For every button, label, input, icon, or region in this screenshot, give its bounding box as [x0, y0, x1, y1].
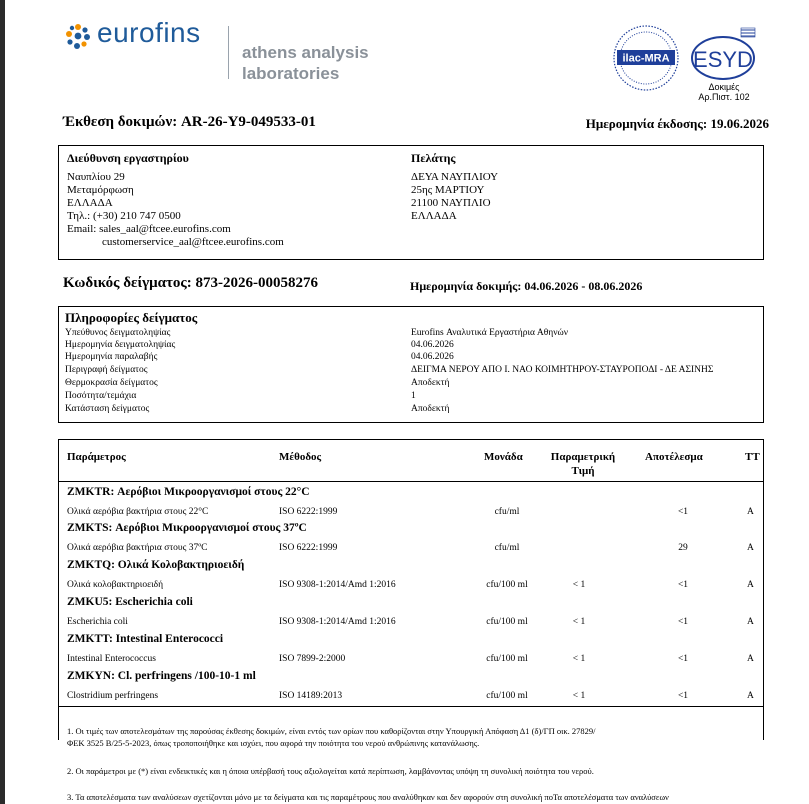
sample-info-key: Ημερομηνία παραλαβής [65, 352, 158, 362]
sample-info-key: Περιγραφή δείγματος [65, 365, 148, 375]
svg-text:ESYD: ESYD [693, 47, 753, 72]
sample-info-row [65, 365, 755, 376]
table-row [67, 580, 767, 592]
lab-phone: Τηλ.: (+30) 210 747 0500 [67, 210, 181, 222]
header-parameter: Παράμετρος [67, 451, 126, 463]
lab-name [242, 42, 369, 84]
group-title: ZMKTT: Intestinal Enterococci [67, 633, 224, 645]
sample-info-key: Υπεύθυνος δειγματοληψίας [65, 328, 171, 338]
cell-unit: cfu/100 ml [486, 691, 528, 701]
note-1-line2: ΦΕΚ 3525 Β/25-5-2023, όπως τροποποιήθηκε και ισχύει, που αφορά την ποιότητα του νερού ανθρώπινης κατανάλωσης. [67, 738, 480, 748]
cell-parameter: Ολικά κολοβακτηριοειδή [67, 580, 164, 590]
sample-info-row [65, 404, 755, 415]
cell-parameter: Clostridium perfringens [67, 691, 159, 701]
accreditation-caption-line2: Αρ.Πιστ. 102 [698, 92, 750, 102]
cell-tt: A [747, 507, 754, 517]
report-title: Έκθεση δοκιμών: AR-26-Y9-049533-01 [63, 114, 316, 130]
client-line: 25ης ΜΑΡΤΙΟΥ [411, 184, 485, 196]
cell-method: ISO 7899-2:2000 [279, 654, 346, 664]
sample-info-row [65, 340, 755, 351]
lab-address-line: Μεταμόρφωση [67, 184, 134, 196]
accreditation-caption [689, 82, 759, 102]
cell-result: 29 [678, 543, 688, 553]
sample-info-row [65, 378, 755, 389]
lab-email: Email: sales_aal@ftcee.eurofins.com [67, 223, 231, 235]
sample-info-row [65, 352, 755, 363]
client-line: 21100 ΝΑΥΠΛΙΟ [411, 197, 491, 209]
header-divider [228, 26, 229, 79]
header-result: Αποτέλεσμα [645, 451, 703, 463]
sample-info-key: Θερμοκρασία δείγματος [65, 378, 158, 388]
table-row [67, 691, 767, 703]
cell-parameter: Ολικά αερόβια βακτήρια στους 37ºC [67, 543, 208, 553]
header-method: Μέθοδος [279, 451, 322, 463]
address-box [58, 145, 764, 260]
sample-info-key: Ποσότητα/τεμάχια [65, 391, 137, 401]
cell-method: ISO 14189:2013 [279, 691, 343, 701]
lab-name-line2: laboratories [242, 64, 340, 83]
sample-info-row [65, 391, 755, 402]
cell-result: <1 [677, 617, 689, 627]
cell-limit: < 1 [572, 654, 586, 664]
cell-tt: A [747, 654, 754, 664]
sample-info-value: Αποδεκτή [411, 404, 450, 414]
cell-result: <1 [677, 507, 689, 517]
cell-limit: < 1 [572, 617, 586, 627]
cell-method: ISO 6222:1999 [279, 543, 338, 553]
table-row [67, 507, 767, 519]
esyd-seal-icon [689, 26, 759, 82]
table-bottom-rule [58, 706, 764, 707]
sample-info-value: Αποδεκτή [411, 378, 450, 388]
cell-unit: cfu/100 ml [486, 617, 528, 627]
lab-address-heading: Διεύθυνση εργαστηρίου [67, 151, 189, 165]
note-2: 2. Οι παράμετροι με (*) είναι ενδεικτικές και η όποια υπέρβασή τους αξιολογείται κατά περίπτωση, λαμβάνοντας υπόψη τη συνολική ποιότητα του νερού. [67, 766, 594, 776]
cell-result: <1 [677, 654, 689, 664]
client-line: ΕΛΛΑΔΑ [411, 210, 457, 222]
header-parametric-line1: Παραμετρική [550, 451, 616, 463]
header-parametric-line2: Τιμή [571, 465, 595, 477]
note-1 [67, 725, 809, 749]
lab-address-line: Ναυπλίου 29 [67, 171, 125, 183]
issue-date: Ημερομηνία έκδοσης: 19.06.2026 [585, 116, 769, 131]
cell-tt: A [747, 543, 754, 553]
lab-email-secondary: customerservice_aal@ftcee.eurofins.com [102, 236, 284, 248]
cell-unit: cfu/100 ml [486, 654, 528, 664]
sample-info-key: Κατάσταση δείγματος [65, 404, 150, 414]
cell-method: ISO 6222:1999 [279, 507, 338, 517]
group-title: ZMKU5: Escherichia coli [67, 596, 193, 608]
cell-tt: A [747, 580, 754, 590]
cell-limit: < 1 [572, 580, 586, 590]
table-header-rule [58, 481, 764, 482]
cell-parameter: Escherichia coli [67, 617, 128, 627]
cell-tt: A [747, 617, 754, 627]
sample-info-value: 04.06.2026 [411, 352, 454, 362]
client-line: ΔΕΥΑ ΝΑΥΠΛΙΟΥ [411, 171, 499, 183]
client-heading: Πελάτης [411, 151, 456, 165]
sample-info-value: 04.06.2026 [411, 340, 454, 350]
table-row [67, 543, 767, 555]
cell-method: ISO 9308-1:2014/Amd 1:2016 [279, 617, 396, 627]
lab-address-line: ΕΛΛΑΔΑ [67, 197, 113, 209]
table-row [67, 617, 767, 629]
test-date: Ημερομηνία δοκιμής: 04.06.2026 - 08.06.2026 [410, 279, 643, 293]
sample-info-heading: Πληροφορίες δείγματος [65, 310, 198, 325]
table-row [67, 654, 767, 666]
sample-info-value: ΔΕΙΓΜΑ ΝΕΡΟΥ ΑΠΟ Ι. ΝΑΟ ΚΟΙΜΗΤΗΡΟΥ-ΣΤΑΥΡΟΠΟΔΙ - ΔΕ ΑΣΙΝΗΣ [411, 365, 714, 375]
svg-text:ilac-MRA: ilac-MRA [622, 52, 670, 65]
sample-code: Κωδικός δείγματος: 873-2026-00058276 [63, 275, 318, 291]
report-page [5, 0, 809, 804]
group-title: ZMKYN: Cl. perfringens /100-10-1 ml [67, 670, 256, 682]
cell-tt: A [747, 691, 754, 701]
group-title: ZMKTR: Αερόβιοι Μικροοργανισμοί στους 22°C [67, 486, 310, 498]
group-title: ZMKTQ: Ολικά Κολοβακτηριοειδή [67, 559, 245, 571]
cell-unit: cfu/100 ml [486, 580, 528, 590]
sample-info-key: Ημερομηνία δειγματοληψίας [65, 340, 176, 350]
header-parametric-value [541, 450, 625, 478]
accreditation-caption-line1: Δοκιμές [708, 82, 740, 92]
lab-name-line1: athens analysis [242, 43, 369, 62]
cell-unit: cfu/ml [494, 543, 520, 553]
note-3: 3. Τα αποτελέσματα των αναλύσεων σχετίζονται μόνο με τα δείγματα και τις παραμέτρους που αναλύθηκαν και δεν αφορούν στη συνολική ποΤα αποτελέσματα των αναλύσεων [67, 792, 669, 802]
note-1-line1: 1. Οι τιμές των αποτελεσμάτων της παρούσας έκθεσης δοκιμών, είναι εντός των ορίων που καθορίζονται στην Υπουργική Απόφαση Δ1 (δ)/ΓΠ οικ. 27829/ [67, 726, 596, 736]
eurofins-dots-icon [65, 23, 91, 49]
cell-unit: cfu/ml [494, 507, 520, 517]
group-title: ZMKTS: Αερόβιοι Μικροοργανισμοί στους 37ºC [67, 522, 307, 534]
sample-info-box [58, 306, 764, 423]
cell-limit: < 1 [572, 691, 586, 701]
sample-info-row [65, 328, 755, 339]
brand-name: eurofins [97, 17, 201, 48]
sample-info-value: Eurofins Αναλυτικά Εργαστήρια Αθηνών [411, 328, 569, 338]
cell-parameter: Ολικά αερόβια βακτήρια στους 22°C [67, 507, 209, 517]
ilac-mra-seal-icon [611, 24, 681, 92]
cell-result: <1 [677, 580, 689, 590]
sample-info-value: 1 [411, 391, 416, 401]
header-unit: Μονάδα [484, 451, 523, 463]
cell-result: <1 [677, 691, 689, 701]
cell-method: ISO 9308-1:2014/Amd 1:2016 [279, 580, 396, 590]
cell-parameter: Intestinal Enterococcus [67, 654, 156, 664]
header-tt: ΤΤ [745, 451, 760, 463]
